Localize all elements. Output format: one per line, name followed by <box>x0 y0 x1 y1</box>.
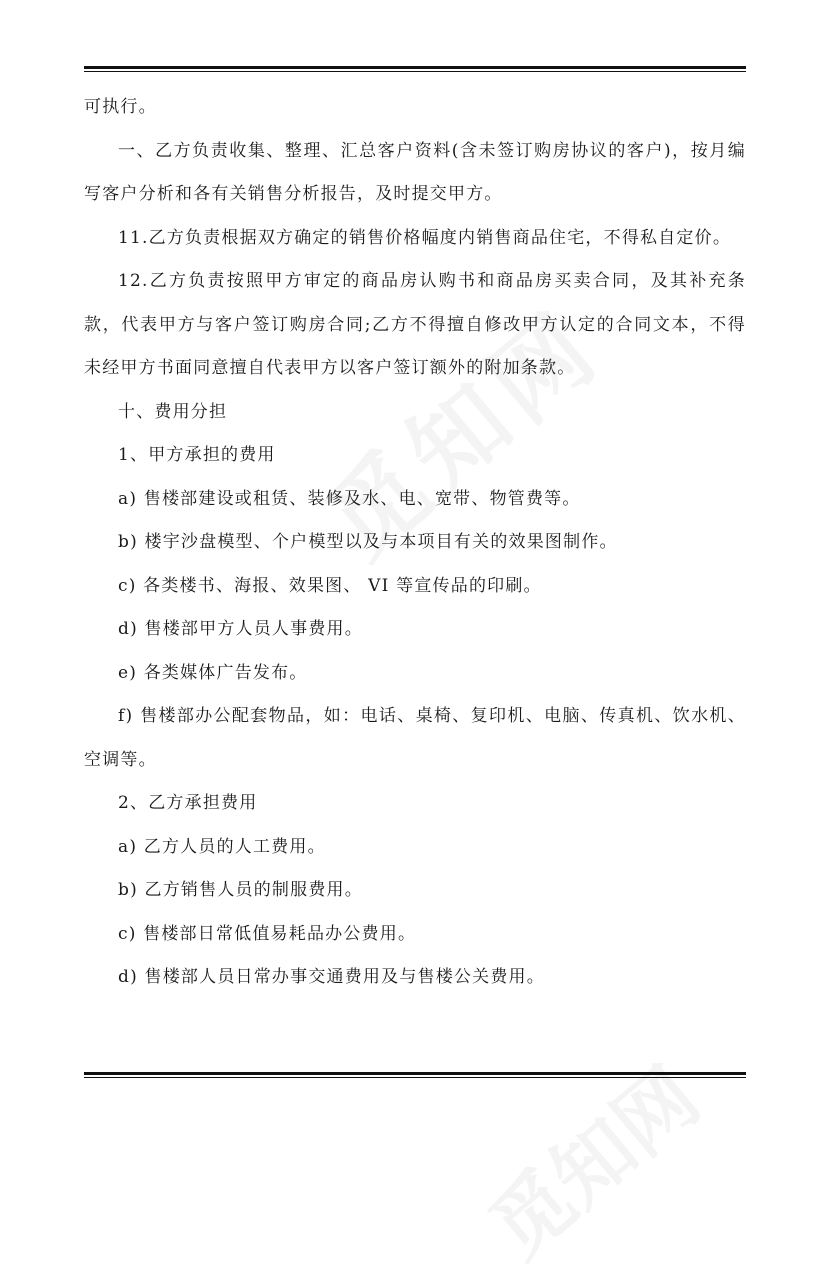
list-item: d) 售楼部人员日常办事交通费用及与售楼公关费用。 <box>118 967 545 987</box>
list-item: d) 售楼部甲方人员人事费用。 <box>118 619 363 639</box>
footer-rule <box>84 1072 746 1078</box>
list-item: a) 售楼部建设或租赁、装修及水、电、宽带、物管费等。 <box>118 488 581 509</box>
list-item: e) 各类媒体广告发布。 <box>118 662 308 683</box>
subsection-heading: 1、甲方承担的费用 <box>118 445 276 465</box>
list-item: a) 乙方人员的人工费用。 <box>118 836 326 857</box>
list-item: b) 乙方销售人员的制服费用。 <box>118 880 363 900</box>
list-item: b) 楼宇沙盘模型、个户模型以及与本项目有关的效果图制作。 <box>118 532 618 552</box>
list-item: c) 各类楼书、海报、效果图、 VI 等宣传品的印刷。 <box>118 575 542 596</box>
header-rule <box>84 66 746 72</box>
subsection-heading: 2、乙方承担费用 <box>118 793 258 813</box>
paragraph: 11.乙方负责根据双方确定的销售价格幅度内销售商品住宅，不得私自定价。 <box>118 227 732 248</box>
document-body <box>84 86 746 1000</box>
list-item: f) 售楼部办公配套物品，如：电话、桌椅、复印机、电脑、传真机、饮水机、空调等。 <box>84 706 746 770</box>
paragraph: 可执行。 <box>84 97 157 117</box>
list-item: c) 售楼部日常低值易耗品办公费用。 <box>118 923 417 944</box>
paragraph: 12.乙方负责按照甲方审定的商品房认购书和商品房买卖合同，及其补充条款，代表甲方与客户签订购房合同;乙方不得擅自修改甲方认定的合同文本，不得未经甲方书面同意擅自代表甲方以客户签订额外的附加条款。 <box>84 271 746 378</box>
section-heading: 十、费用分担 <box>118 401 228 422</box>
paragraph: 一、乙方负责收集、整理、汇总客户资料(含未签订购房协议的客户)，按月编写客户分析和各有关销售分析报告，及时提交甲方。 <box>84 140 746 204</box>
